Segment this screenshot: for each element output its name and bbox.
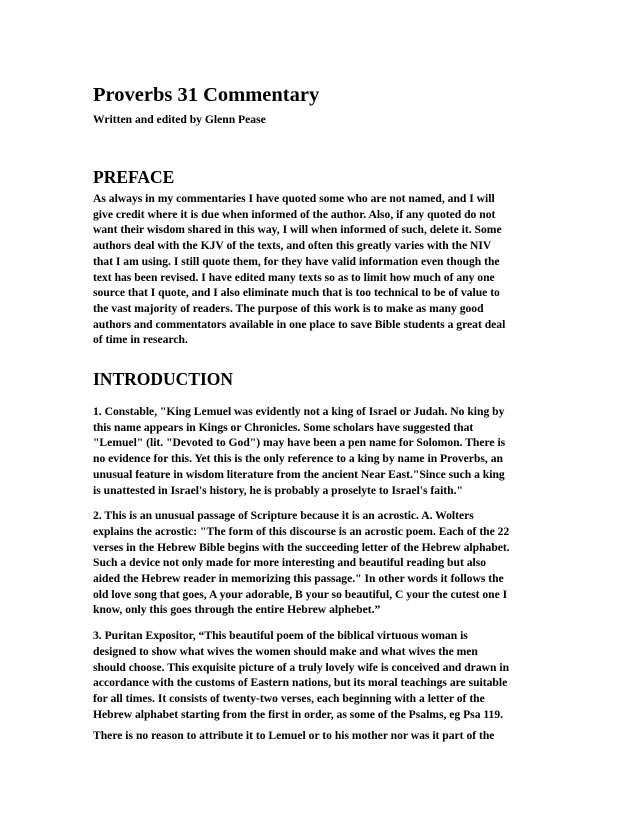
introduction-paragraph-4 <box>93 728 545 744</box>
text-line: text has been revised. I have edited many texts so as to limit how much of any one <box>93 270 495 284</box>
text-line: Hebrew alphabet starting from the first in order, as some of the Psalms, eg Psa 119. <box>93 707 504 721</box>
text-line: this name appears in Kings or Chronicles. Some scholars have suggested that <box>93 420 474 434</box>
text-line: Such a device not only made for more interesting and beautiful reading but also <box>93 556 487 570</box>
text-line: There is no reason to attribute it to Lemuel or to his mother nor was it part of the <box>93 729 495 743</box>
text-line: verses in the Hebrew Bible begins with the succeeding letter of the Hebrew alphabet. <box>93 540 510 554</box>
text-line: know, only this goes through the entire Hebrew alphebet.” <box>93 603 381 617</box>
text-line: unusual feature in wisdom literature from the ancient Near East."Since such a king <box>93 467 505 481</box>
text-line: explains the acrostic: "The form of this discourse is an acrostic poem. Each of the 22 <box>93 524 510 538</box>
document-page <box>93 82 545 744</box>
text-line: old love song that goes, A your adorable, B your so beautiful, C your the cutest one I <box>93 587 508 601</box>
text-line: that I am using. I still quote them, for they have valid information even though the <box>93 254 500 268</box>
text-line: source that I quote, and I also eliminate much that is too technical to be of value to <box>93 286 500 300</box>
text-line: aided the Hebrew reader in memorizing this passage." In other words it follows the <box>93 572 504 586</box>
text-line: 2. This is an unusual passage of Scripture because it is an acrostic. A. Wolters <box>93 509 474 523</box>
preface-heading: PREFACE <box>93 167 175 187</box>
introduction-paragraph-1 <box>93 404 545 498</box>
introduction-heading: INTRODUCTION <box>93 369 234 390</box>
document-title: Proverbs 31 Commentary <box>93 84 320 106</box>
text-line: accordance with the customs of Eastern nations, but its moral teachings are suitable <box>93 676 508 690</box>
text-line: authors and commentators available in one place to save Bible students a great deal <box>93 317 506 331</box>
text-line: no evidence for this. Yet this is the only reference to a king by name in Proverbs, an <box>93 452 503 466</box>
text-line: designed to show what wives the women should make and what wives the men <box>93 644 478 658</box>
introduction-paragraph-3 <box>93 628 545 722</box>
text-line: is unattested in Israel's history, he is probably a proselyte to Israel's faith." <box>93 483 463 497</box>
text-line: of time in research. <box>93 333 188 347</box>
text-line: for all times. It consists of twenty-two verses, each beginning with a letter of the <box>93 691 485 705</box>
text-line: 1. Constable, "King Lemuel was evidently not a king of Israel or Judah. No king by <box>93 405 505 419</box>
text-line: As always in my commentaries I have quoted some who are not named, and I will <box>93 192 495 205</box>
text-line: 3. Puritan Expositor, “This beautiful poem of the biblical virtuous woman is <box>93 629 468 643</box>
text-line: "Lemuel" (lit. "Devoted to God") may have been a pen name for Solomon. There is <box>93 436 506 450</box>
introduction-paragraph-2 <box>93 508 545 618</box>
text-line: should choose. This exquisite picture of a truly lovely wife is conceived and drawn in <box>93 660 510 674</box>
text-line: give credit where it is due when informed of the author. Also, if any quoted do not <box>93 207 496 221</box>
preface-paragraph <box>93 191 545 348</box>
text-line: the vast majority of readers. The purpose of this work is to make as many good <box>93 301 484 315</box>
text-line: authors deal with the KJV of the texts, and often this greatly varies with the NIV <box>93 239 492 253</box>
text-line: want their wisdom shared in this way, I will when informed of such, delete it. Some <box>93 223 502 237</box>
document-byline: Written and edited by Glenn Pease <box>93 113 266 126</box>
